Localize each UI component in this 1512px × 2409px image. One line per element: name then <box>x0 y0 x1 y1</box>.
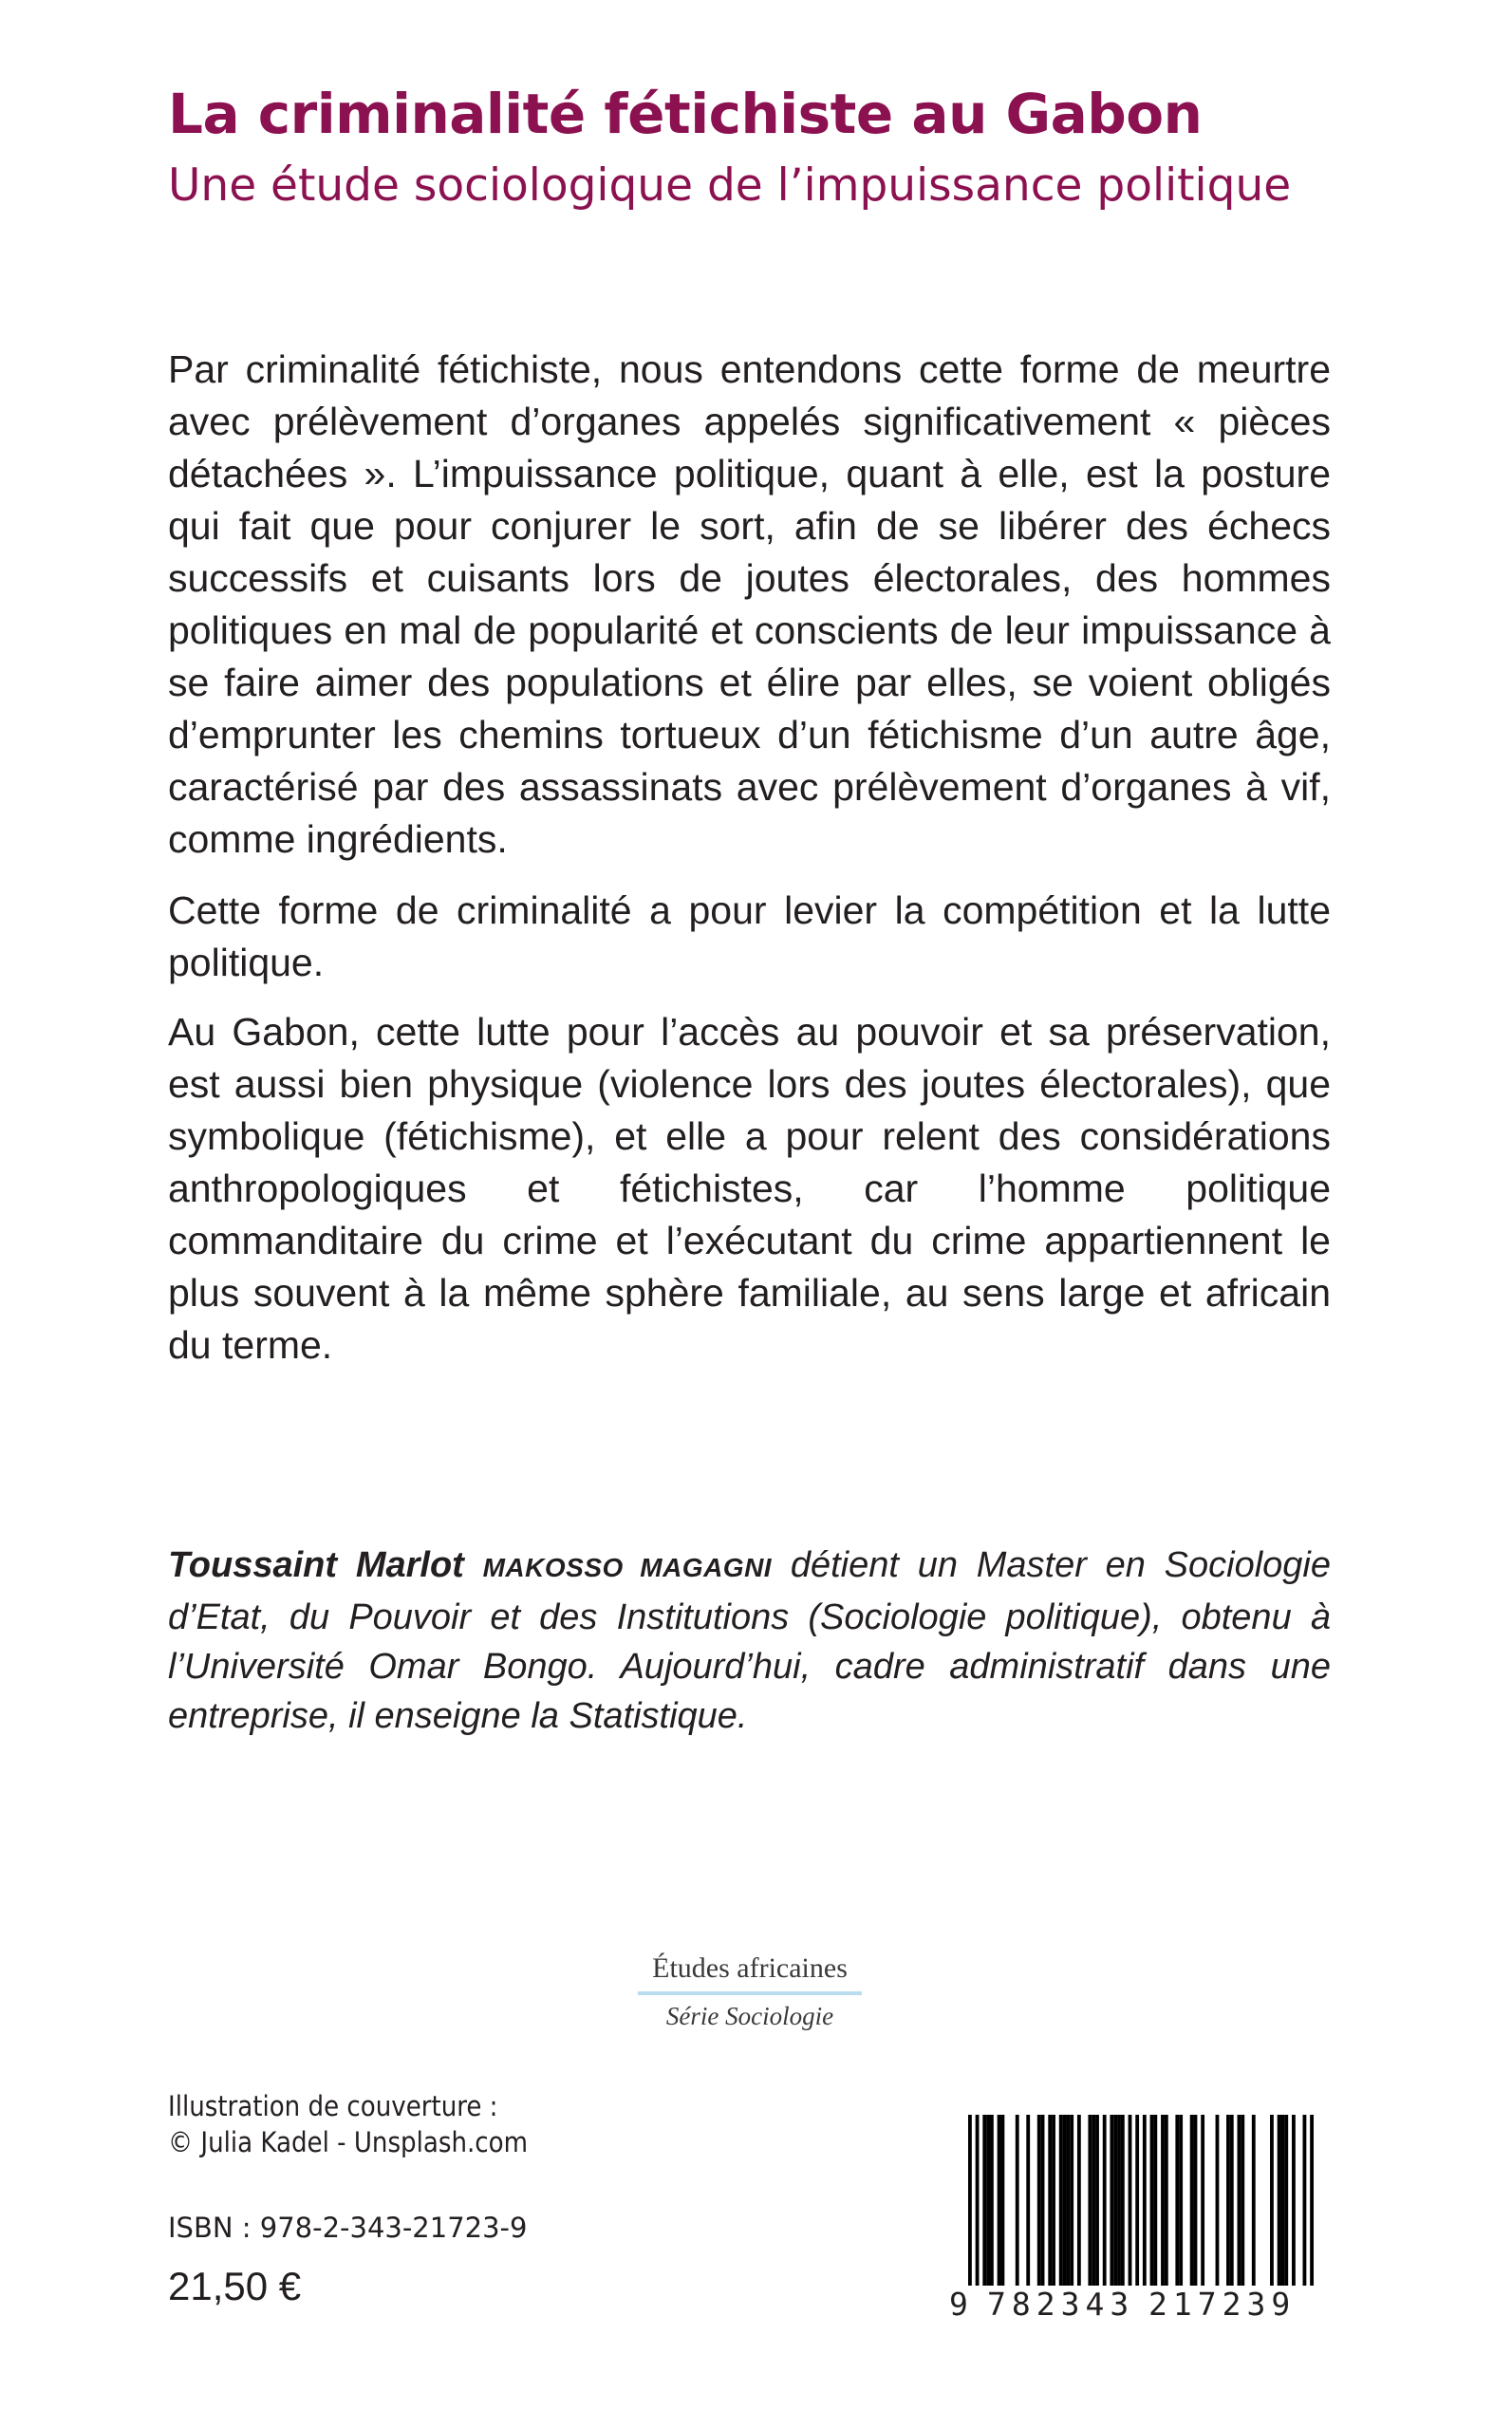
summary-paragraph-1: Par criminalité fétichiste, nous entendons cette forme de meurtre avec prélèvement d’organes appelés significativement « pièces détachées ». L’impuissance politique, quant à elle, est la posture qui fait que pour conjurer le sort, afin de se libérer des échecs successifs et cuisants lors de joutes électorales, des hommes politiques en mal de popularité et conscients de leur impuissance à se faire aimer des populations et élire par elles, se voient obligés d’emprunter les chemins tortueux d’un fétichisme d’un autre âge, caractérisé par des assassinats avec prélèvement d’organes à vif, comme ingrédients. <box>168 347 1331 861</box>
barcode-bar <box>1063 2115 1067 2286</box>
barcode-bar <box>1238 2115 1241 2286</box>
author-surname: MAKOSSO MAGAGNI <box>482 1553 773 1582</box>
barcode-bar <box>1088 2115 1092 2286</box>
barcode-bar <box>1201 2115 1204 2286</box>
barcode-bar <box>968 2115 972 2286</box>
barcode-bar <box>1241 2115 1244 2286</box>
barcode-bar <box>1000 2115 1004 2286</box>
barcode-bar <box>1303 2115 1307 2286</box>
author-bio <box>168 1541 1331 1741</box>
barcode-bar <box>1037 2115 1041 2286</box>
barcode-bar <box>1048 2115 1052 2286</box>
series-logo <box>636 1950 864 2033</box>
barcode-bar <box>1117 2115 1121 2286</box>
barcode-bar <box>1110 2115 1113 2286</box>
barcode-bar <box>1175 2115 1179 2286</box>
barcode-bar <box>1070 2115 1073 2286</box>
barcode-bar <box>990 2115 994 2286</box>
barcode-bar <box>986 2115 990 2286</box>
summary-paragraph-3: Au Gabon, cette lutte pour l’accès au pouvoir et sa préservation, est aussi bien physique (violence lors des joutes électorales), que symbolique (fétichisme), et elle a pour relent des considérations anthropologiques et fétichistes, car l’homme politique commanditaire du crime et l’exécutant du crime appartiennent le plus souvent à la même sphère familiale, au sens large et africain du terme. <box>168 1010 1331 1367</box>
barcode-first-digit: 9 <box>949 2286 968 2323</box>
barcode-bar <box>1135 2115 1139 2286</box>
price: 21,50 € <box>168 2264 302 2308</box>
barcode-bar <box>1270 2115 1274 2286</box>
barcode-bar <box>1016 2115 1019 2286</box>
barcode-bar <box>1161 2115 1165 2286</box>
book-title: La criminalité fétichiste au Gabon <box>168 82 1203 146</box>
barcode-bar <box>1129 2115 1132 2286</box>
barcode-bar <box>1310 2115 1314 2286</box>
barcode-bar <box>1153 2115 1157 2286</box>
barcode-bar <box>998 2115 1001 2286</box>
isbn: ISBN : 978-2-343-21723-9 <box>168 2212 528 2244</box>
illustration-source: © Julia Kadel - Unsplash.com <box>168 2126 528 2158</box>
cover-credit <box>168 2088 528 2160</box>
barcode-bar <box>1077 2115 1081 2286</box>
barcode-bar <box>1121 2115 1125 2286</box>
barcode-bar <box>1190 2115 1194 2286</box>
author-first-names: Toussaint Marlot <box>168 1545 464 1585</box>
summary-paragraph-2: Cette forme de criminalité a pour levier la compétition et la lutte politique. <box>168 888 1331 984</box>
barcode-bar <box>1092 2115 1095 2286</box>
barcode-bar <box>1059 2115 1063 2286</box>
barcode-right-group: 217239 <box>1148 2286 1297 2323</box>
barcode-bar <box>1066 2115 1070 2286</box>
barcode-bar <box>1103 2115 1107 2286</box>
barcode-bar <box>1143 2115 1147 2286</box>
barcode-bar <box>1281 2115 1285 2286</box>
barcode-bar <box>1252 2115 1256 2286</box>
series-name: Études africaines <box>652 1952 848 1984</box>
barcode-bar <box>1194 2115 1198 2286</box>
series-subseries: Série Sociologie <box>665 2002 834 2030</box>
barcode-left-group: 782343 <box>987 2286 1135 2323</box>
barcode-bar <box>1216 2115 1220 2286</box>
barcode-bar <box>1292 2115 1296 2286</box>
barcode-bar <box>1230 2115 1234 2286</box>
barcode-bar <box>982 2115 986 2286</box>
barcode-bar <box>1052 2115 1055 2286</box>
barcode-bar <box>1026 2115 1030 2286</box>
barcode <box>968 2115 1314 2286</box>
barcode-bar <box>1150 2115 1154 2286</box>
barcode-bar <box>1113 2115 1117 2286</box>
barcode-bar <box>1095 2115 1099 2286</box>
barcode-bar <box>1041 2115 1045 2286</box>
book-subtitle: Une étude sociologique de l’impuissance politique <box>168 159 1292 212</box>
barcode-bar <box>1179 2115 1183 2286</box>
series-divider <box>638 1991 862 1995</box>
barcode-bar <box>1226 2115 1230 2286</box>
barcode-bar <box>1165 2115 1168 2286</box>
barcode-bar <box>976 2115 980 2286</box>
illustration-label: Illustration de couverture : <box>168 2090 498 2122</box>
barcode-bar <box>1278 2115 1281 2286</box>
author-bio-text: détient un Master en Sociologie d’Etat, du Pouvoir et des Institutions (Sociologie politique), obtenu à l’Université Omar Bongo. Aujourd’hui, cadre administratif dans une entreprise, il enseigne la Statistique. <box>168 1545 1331 1736</box>
barcode-bar <box>1284 2115 1288 2286</box>
